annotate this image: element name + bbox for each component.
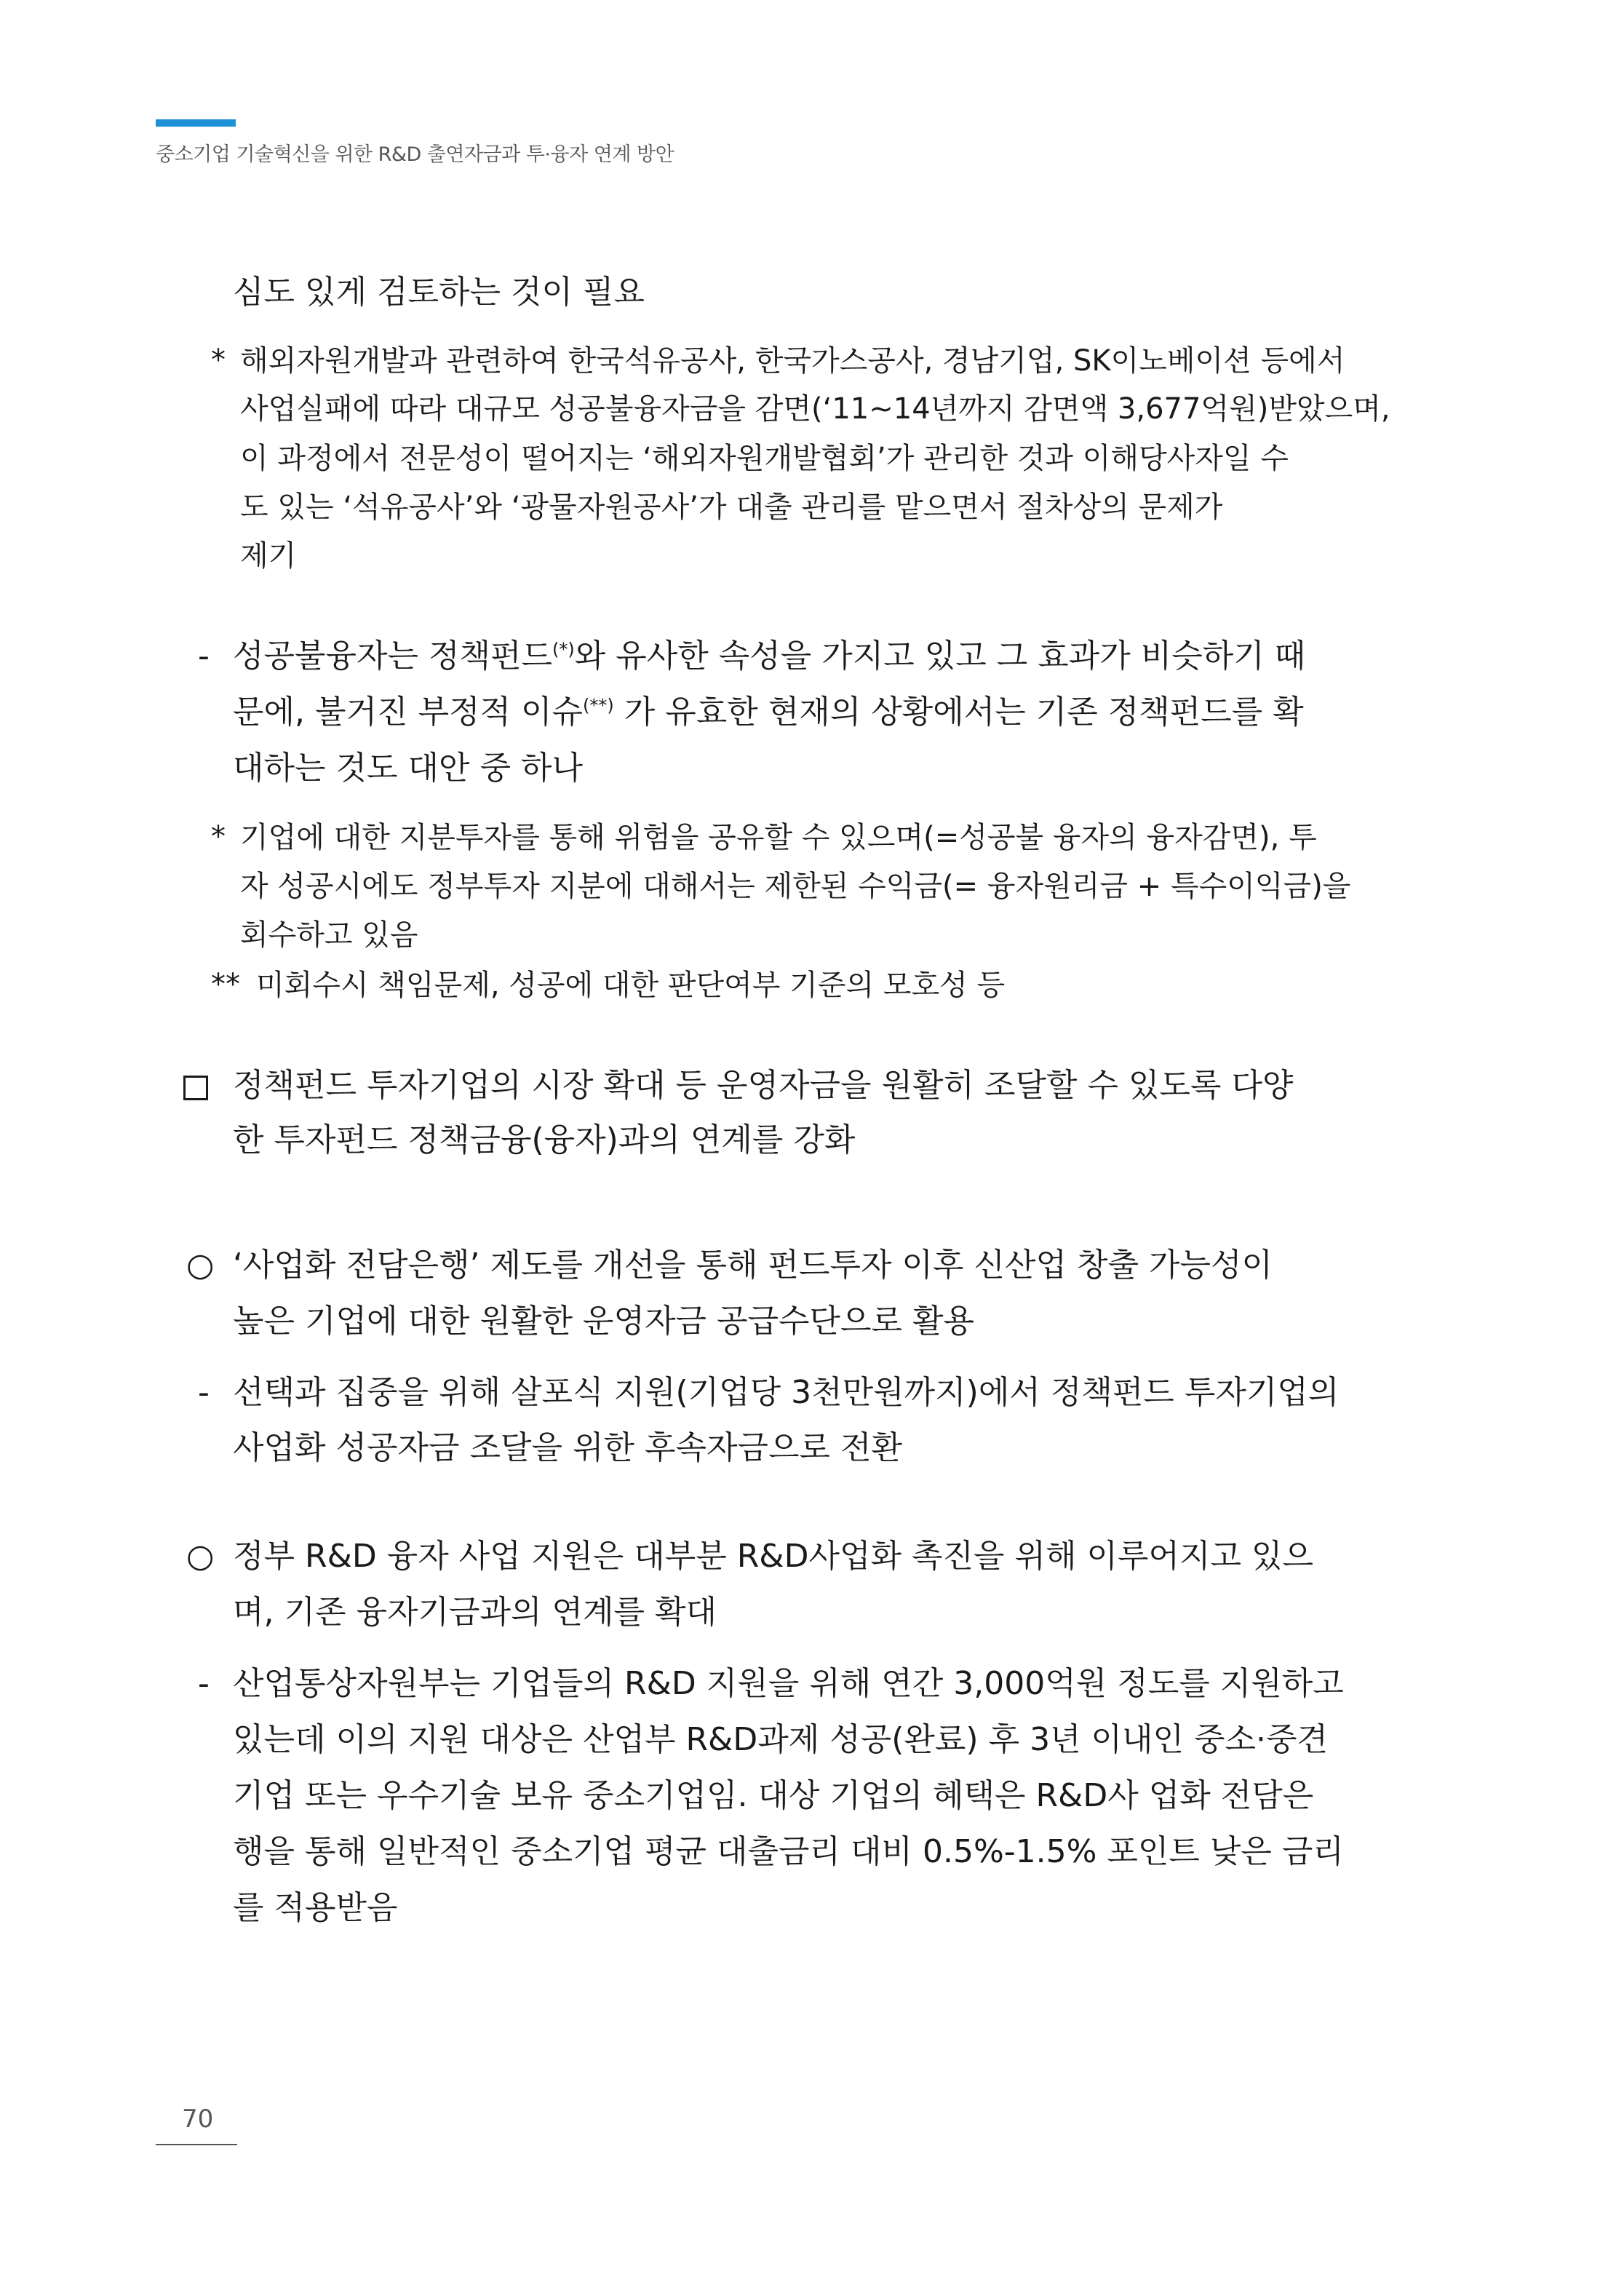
dash2-line: 사업화 성공자금 조달을 위한 후속자금으로 전환 [233,1429,903,1466]
page-number: 70 [182,2105,214,2134]
dash3-line: 를 적용받음 [233,1889,398,1926]
dash3-marker: - [198,1665,210,1702]
dash1-line-1-text-a: 성공불융자는 정책펀드 [233,637,553,675]
dash1-line-2 [233,694,1304,732]
dash1-line-1 [233,637,1305,676]
note2-line: 회수하고 있음 [240,918,418,952]
note3-marker: ** [211,968,240,1001]
circle2-line: 며, 기존 융자기금과의 연계를 확대 [233,1594,717,1631]
box-item-line: 한 투자펀드 정책금융(융자)과의 연계를 강화 [233,1121,856,1159]
box-item-line: 정책펀드 투자기업의 시장 확대 등 운영자금을 원활히 조달할 수 있도록 다양 [233,1067,1294,1104]
note1-line: 해외자원개발과 관련하여 한국석유공사, 한국가스공사, 경남기업, SK이노베이션 등에서 [240,344,1345,378]
dash3-line: 산업통상자원부는 기업들의 R&D 지원을 위해 연간 3,000억원 정도를 지원하고 [233,1665,1344,1702]
dash1-line-2-text-b: 가 유효한 현재의 상황에서는 기존 정책펀드를 확 [613,694,1304,731]
dash1-footnote-ref-single: (*) [552,639,575,660]
running-header-title: 중소기업 기술혁신을 위한 R&D 출연자금과 투·융자 연계 방안 [156,143,674,166]
dash1-line-1-text-b: 와 유사한 속성을 가지고 있고 그 효과가 비슷하기 때 [574,637,1306,675]
dash3-line: 기업 또는 우수기술 보유 중소기업임. 대상 기업의 혜택은 R&D사 업화 전담은 [233,1777,1314,1814]
dash3-line: 행을 통해 일반적인 중소기업 평균 대출금리 대비 0.5%-1.5% 포인트 낮은 금리 [233,1833,1344,1870]
circle1-line: ‘사업화 전담은행’ 제도를 개선을 통해 펀드투자 이후 신산업 창출 가능성이 [233,1247,1273,1284]
note3-line: 미회수시 책임문제, 성공에 대한 판단여부 기준의 모호성 등 [256,969,1006,1002]
note1-line: 이 과정에서 전문성이 떨어지는 ‘해외자원개발협회’가 관리한 것과 이해당사자일 수 [240,442,1289,475]
dash1-marker: - [198,637,210,675]
dash2-line: 선택과 집중을 위해 살포식 지원(기업당 3천만원까지)에서 정책펀드 투자기업의 [233,1374,1340,1411]
header-accent-bar [156,119,236,127]
note2-marker: * [211,820,226,854]
dash1-line-3: 대하는 것도 대안 중 하나 [233,750,583,787]
note1-line: 사업실패에 따라 대규모 성공불융자금을 감면(‘11~14년까지 감면액 3,677억원)받았으며, [240,392,1390,426]
note1-line: 도 있는 ‘석유공사’와 ‘광물자원공사’가 대출 관리를 맡으면서 절차상의 문제가 [240,490,1223,524]
checkbox-square-icon [183,1076,208,1100]
circle2-marker: ○ [186,1538,215,1575]
circle1-line: 높은 기업에 대한 원활한 운영자금 공급수단으로 활용 [233,1303,975,1340]
intro-line: 심도 있게 검토하는 것이 필요 [233,274,645,311]
dash2-marker: - [198,1374,210,1411]
circle2-line: 정부 R&D 융자 사업 지원은 대부분 R&D사업화 촉진을 위해 이루어지고 있으 [233,1538,1313,1575]
dash1-footnote-ref-double: (**) [582,695,614,716]
note2-line: 기업에 대한 지분투자를 통해 위험을 공유할 수 있으며(=성공불 융자의 융자감면), 투 [240,821,1317,854]
note2-line: 자 성공시에도 정부투자 지분에 대해서는 제한된 수익금(= 융자원리금 + 특수이익금)을 [240,870,1351,903]
dash3-line: 있는데 이의 지원 대상은 산업부 R&D과제 성공(완료) 후 3년 이내인 중소·중견 [233,1721,1329,1758]
note1-line: 제기 [240,539,297,573]
circle1-marker: ○ [186,1247,215,1284]
footer-rule [156,2144,237,2145]
note1-marker: * [211,343,226,377]
dash1-line-2-text-a: 문에, 불거진 부정적 이슈 [233,694,583,731]
